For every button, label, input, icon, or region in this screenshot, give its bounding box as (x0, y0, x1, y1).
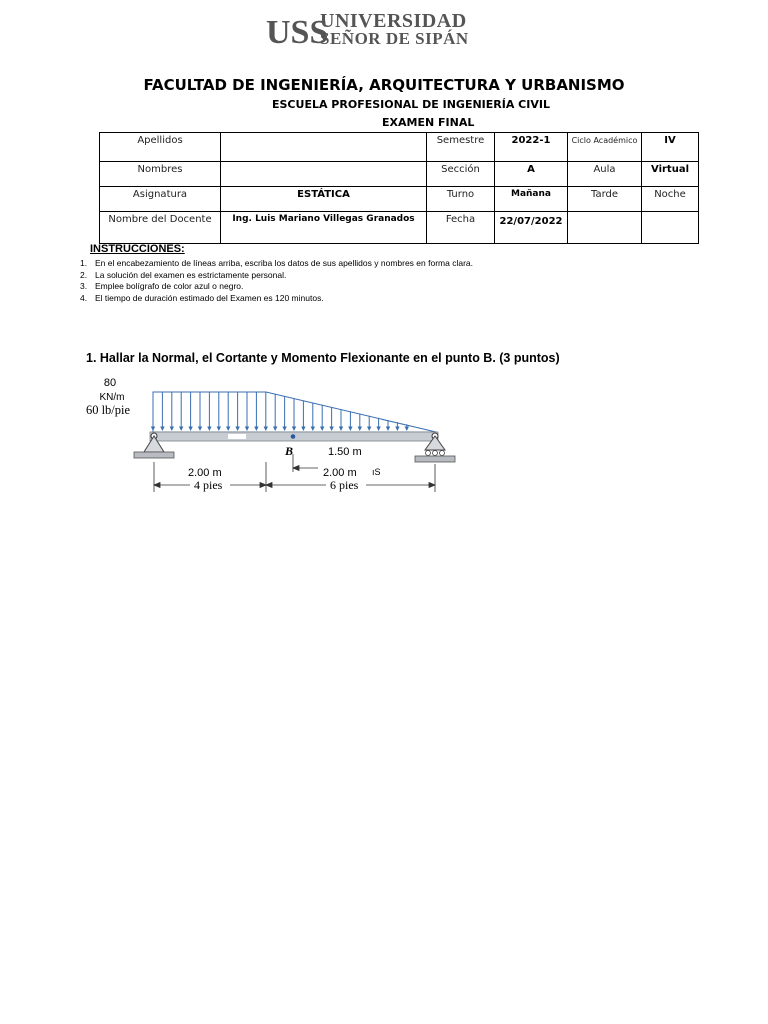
apellidos-field[interactable] (221, 133, 427, 162)
point-b-label: B (285, 444, 294, 458)
point-b-marker (291, 434, 296, 439)
question-1: 1. Hallar la Normal, el Cortante y Momento Flexionante en el punto B. (3 puntos) (86, 351, 560, 365)
load-arrow-head (179, 427, 183, 432)
item-number: 4. (80, 292, 88, 303)
list-item (80, 270, 473, 282)
university-logo (264, 10, 474, 50)
load-arrow-head (376, 427, 380, 432)
item-number: 2. (80, 269, 88, 280)
label-nombres: Nombres (100, 162, 221, 187)
empty-cell (642, 212, 699, 244)
beam-diagram (78, 372, 458, 497)
load-arrow-head (188, 427, 192, 432)
label-semestre: Semestre (427, 133, 495, 162)
instructions-list (80, 258, 473, 304)
label-asignatura: Asignatura (100, 187, 221, 212)
load-old-label: 60 lb/pie (85, 403, 131, 417)
label-docente: Nombre del Docente (100, 212, 221, 244)
load-arrow-head (217, 427, 221, 432)
logo-line-2: SEÑOR DE SIPÁN (320, 29, 469, 48)
load-arrow-head (160, 427, 164, 432)
load-arrow-head (170, 427, 174, 432)
load-arrow-head (198, 427, 202, 432)
item-text: El tiempo de duración estimado del Examen es 120 minutos. (95, 292, 324, 303)
value-seccion: A (495, 162, 568, 187)
uss-logo-mark (264, 10, 329, 51)
dim-right-new-label: 2.00 m (323, 467, 357, 479)
item-number: 3. (80, 281, 88, 291)
dim-right-old-label: 6 pies (330, 478, 359, 492)
logo-initials: USS (266, 14, 329, 51)
value-asignatura: ESTÁTICA (221, 187, 427, 212)
load-arrow-head (395, 427, 399, 432)
load-arrow-head (339, 427, 343, 432)
school-title: ESCUELA PROFESIONAL DE INGENIERÍA CIVIL (272, 98, 550, 111)
label-fecha: Fecha (427, 212, 495, 244)
dim-fragment-label: ıS (372, 467, 381, 477)
load-arrow-head (311, 427, 315, 432)
item-number: 1. (80, 258, 88, 268)
label-seccion: Sección (427, 162, 495, 187)
label-apellidos: Apellidos (100, 133, 221, 162)
dim-left-old-label: 4 pies (194, 478, 223, 492)
student-info-table (99, 132, 699, 244)
load-arrow-head (386, 427, 390, 432)
table-row (100, 212, 699, 244)
value-semestre: 2022-1 (495, 133, 568, 162)
dim-b-right-label: 1.50 m (328, 446, 362, 458)
instructions-title: INSTRUCCIONES: (90, 243, 185, 255)
exam-title: EXAMEN FINAL (382, 116, 475, 129)
load-arrow-head (264, 427, 268, 432)
value-aula: Virtual (642, 162, 699, 187)
load-arrow-head (358, 427, 362, 432)
list-item (80, 258, 473, 270)
label-aula: Aula (568, 162, 642, 187)
load-arrow-head (320, 427, 324, 432)
empty-cell (568, 212, 642, 244)
label-tarde: Tarde (568, 187, 642, 212)
item-text: La solución del examen es estrictamente personal. (95, 269, 287, 280)
table-row (100, 133, 699, 162)
load-arrow-head (301, 427, 305, 432)
load-value-label: 80 (103, 377, 117, 389)
nombres-field[interactable] (221, 162, 427, 187)
load-arrow-head (405, 427, 409, 432)
load-arrow-head (245, 427, 249, 432)
load-unit-label: KN/m (99, 392, 125, 403)
value-ciclo: IV (642, 133, 699, 162)
load-arrows (151, 392, 409, 431)
value-fecha: 22/07/2022 (495, 212, 568, 244)
value-docente: Ing. Luis Mariano Villegas Granados (221, 212, 427, 244)
table-row (100, 187, 699, 212)
table-row (100, 162, 699, 187)
load-arrow-head (367, 427, 371, 432)
label-ciclo: Ciclo Académico (568, 133, 642, 162)
load-arrow-head (282, 427, 286, 432)
load-arrow-head (329, 427, 333, 432)
item-text: En el encabezamiento de líneas arriba, escriba los datos de sus apellidos y nombres en forma clara. (95, 258, 473, 268)
load-arrow-head (235, 427, 239, 432)
logo-text (320, 12, 469, 48)
load-arrow-head (207, 427, 211, 432)
faculty-title: FACULTAD DE INGENIERÍA, ARQUITECTURA Y URBANISMO (143, 76, 625, 94)
load-arrow-head (292, 427, 296, 432)
list-item (80, 281, 473, 293)
load-arrow-head (254, 427, 258, 432)
load-arrow-head (348, 427, 352, 432)
list-item (80, 293, 473, 305)
dim-left-new-label: 2.00 m (188, 467, 222, 479)
load-arrow-head (226, 427, 230, 432)
beam-highlight (228, 434, 246, 439)
load-arrow-head (273, 427, 277, 432)
item-text: Emplee bolígrafo de color azul o negro. (95, 281, 244, 291)
logo-line-1: UNIVERSIDAD (320, 10, 467, 32)
load-arrow-head (151, 427, 155, 432)
value-turno: Mañana (495, 187, 568, 212)
label-turno: Turno (427, 187, 495, 212)
label-noche: Noche (642, 187, 699, 212)
